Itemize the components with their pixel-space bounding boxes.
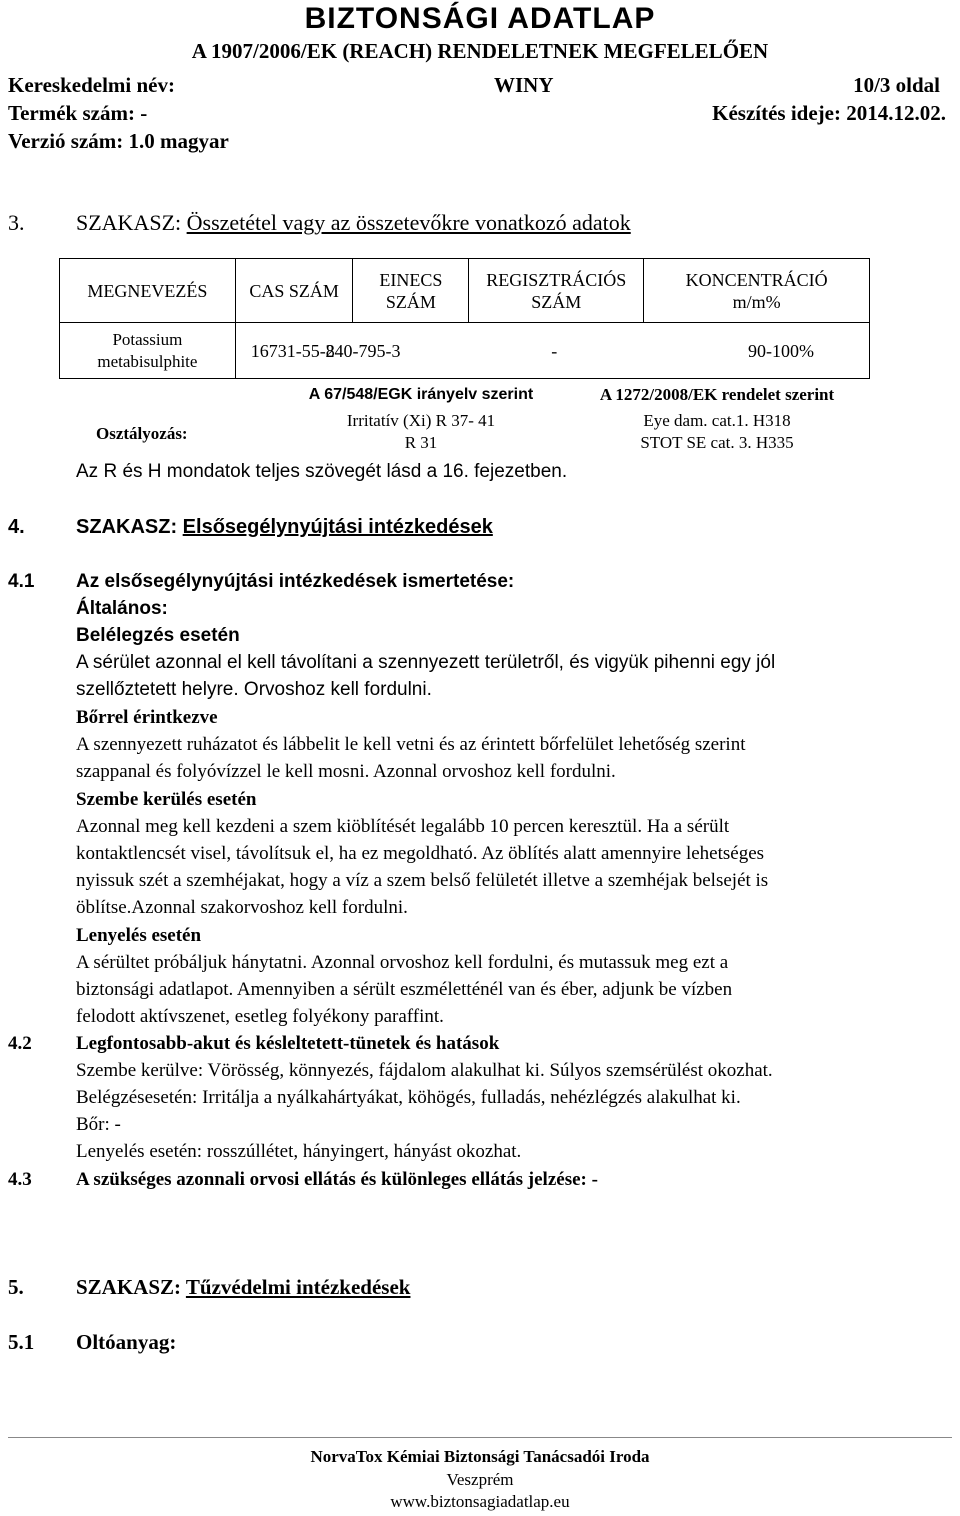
section-4-2-number: 4.2 — [8, 1033, 32, 1054]
header-registration: REGISZTRÁCIÓS SZÁM — [469, 259, 644, 323]
section-4-1-number: 4.1 — [8, 571, 35, 592]
symptoms-line-1: Szembe kerülve: Vörösség, könnyezés, fájdalom alakulhat ki. Súlyos szemsérülést okozhat. — [76, 1060, 773, 1081]
section-4-title: Elsősegélynyújtási intézkedések — [182, 516, 493, 538]
section-4-3-title: A szükséges azonnali orvosi ellátás és különleges ellátás jelzése: - — [76, 1169, 598, 1190]
table-header-row — [60, 259, 870, 323]
section-4-2-title: Legfontosabb-akut és késleltetett-tünetek és hatások — [76, 1033, 500, 1054]
classification-label: Osztályozás: — [96, 424, 188, 443]
section-5-heading — [76, 1274, 410, 1300]
section-3-number: 3. — [8, 210, 25, 235]
inhalation-line-2: szellőztetett helyre. Orvoshoz kell fordulni. — [76, 679, 432, 700]
section-5-prefix: SZAKASZ: — [76, 1275, 186, 1299]
section-4-number: 4. — [8, 516, 25, 538]
ingestion-line-2: biztonsági adatlapot. Amennyiben a sérült eszméletténél van és éber, adjunk be vízben — [76, 979, 733, 1000]
section-4-3-number: 4.3 — [8, 1169, 32, 1190]
section-5-1-number: 5.1 — [8, 1330, 35, 1354]
header-einecs: EINECS SZÁM — [353, 259, 469, 323]
section-4-heading — [76, 514, 493, 540]
header-cas: CAS SZÁM — [235, 259, 353, 323]
composition-table — [59, 258, 870, 379]
skin-line-1: A szennyezett ruházatot és lábbelit le kell vetni és az érintett bőrfelület lehetőség szerint — [76, 734, 746, 755]
footer-city: Veszprém — [446, 1470, 514, 1489]
regulation-heading: A 1272/2008/EK rendelet szerint — [599, 385, 835, 404]
eye-heading: Szembe kerülés esetén — [76, 789, 257, 810]
cell-values — [235, 323, 869, 379]
trade-name-label: Kereskedelmi név: — [8, 73, 175, 97]
cell-registration: - — [551, 340, 558, 361]
skin-line-2: szappanal és folyóvízzel le kell mosni. Azonnal orvoshoz kell fordulni. — [76, 761, 616, 782]
classification-note: Az R és H mondatok teljes szövegét lásd a 16. fejezetben. — [76, 461, 568, 482]
section-5-1-title: Oltóanyag: — [76, 1330, 177, 1354]
cell-name: Potassium metabisulphite — [60, 323, 236, 379]
section-3-title: Összetétel vagy az összetevőkre vonatkozó adatok — [186, 210, 631, 235]
section-5-title: Tűzvédelmi intézkedések — [185, 1275, 411, 1299]
symptoms-line-3: Bőr: - — [76, 1114, 121, 1135]
ingestion-line-3: felodott aktívszenet, esetleg folyékony paraffint. — [76, 1006, 444, 1027]
regulation-line-2: STOT SE cat. 3. H335 — [640, 433, 794, 452]
section-4-1-title: Az elsősegélynyújtási intézkedések ismertetése: — [76, 571, 515, 592]
document-title: BIZTONSÁGI ADATLAP — [304, 2, 656, 35]
ingestion-line-1: A sérültet próbáljuk hánytatni. Azonnal orvoshoz kell fordulni, és mutassuk meg ezt a — [76, 952, 729, 973]
version-number: Verzió szám: 1.0 magyar — [8, 129, 229, 153]
cell-einecs: 240-795-3 — [325, 340, 401, 361]
product-number: Termék szám: - — [8, 101, 148, 125]
skin-heading: Bőrrel érintkezve — [76, 707, 218, 728]
eye-line-1: Azonnal meg kell kezdeni a szem kiöblítését legalább 10 percen keresztül. Ha a sérült — [76, 816, 730, 837]
footer-divider — [8, 1437, 952, 1438]
section-5-number: 5. — [8, 1275, 24, 1299]
header-name: MEGNEVEZÉS — [60, 259, 236, 323]
inhalation-line-1: A sérület azonnal el kell távolítani a szennyezett területről, és vigyük pihenni egy jól — [76, 652, 776, 673]
document-subtitle: A 1907/2006/EK (REACH) RENDELETNEK MEGFELELŐEN — [191, 39, 769, 63]
regulation-line-1: Eye dam. cat.1. H318 — [643, 411, 791, 430]
symptoms-line-2: Belégzésesetén: Irritálja a nyálkahártyákat, köhögés, fulladás, nehézlégzés alakulhat ki. — [76, 1087, 741, 1108]
symptoms-line-4: Lenyelés esetén: rosszúllétet, hányingert, hányást okozhat. — [76, 1141, 522, 1162]
eye-line-2: kontaktlencsét visel, távolítsuk el, ha ez megoldható. Az öblítés alatt amennyire lehetséges — [76, 843, 765, 864]
table-row — [60, 323, 870, 379]
general-heading: Általános: — [76, 598, 168, 619]
footer-url: www.biztonsagiadatlap.eu — [390, 1492, 570, 1511]
trade-name-value: WINY — [494, 73, 554, 97]
page-number: 10/3 oldal — [853, 73, 940, 97]
header-concentration: KONCENTRÁCIÓ m/m% — [644, 259, 870, 323]
cell-cas: 16731-55-8 — [250, 340, 335, 361]
cell-concentration: 90-100% — [747, 340, 814, 361]
directive-line-2: R 31 — [404, 433, 438, 452]
eye-line-4: öblítse.Azonnal szakorvoshoz kell fordulni. — [76, 897, 408, 918]
section-3-prefix: SZAKASZ: — [76, 210, 187, 235]
ingestion-heading: Lenyelés esetén — [76, 925, 202, 946]
footer-organization: NorvaTox Kémiai Biztonsági Tanácsadói Iroda — [310, 1447, 650, 1466]
section-3-heading — [76, 210, 631, 236]
directive-heading: A 67/548/EGK irányelv szerint — [308, 386, 534, 403]
inhalation-heading: Belélegzés esetén — [76, 625, 240, 646]
directive-line-1: Irritatív (Xi) R 37- 41 — [346, 411, 496, 430]
section-4-prefix: SZAKASZ: — [76, 516, 183, 538]
eye-line-3: nyissuk szét a szemhéjakat, hogy a víz a szem belső felületét illetve a szemhéjak belsejét is — [76, 870, 769, 891]
creation-date: Készítés ideje: 2014.12.02. — [712, 101, 946, 125]
